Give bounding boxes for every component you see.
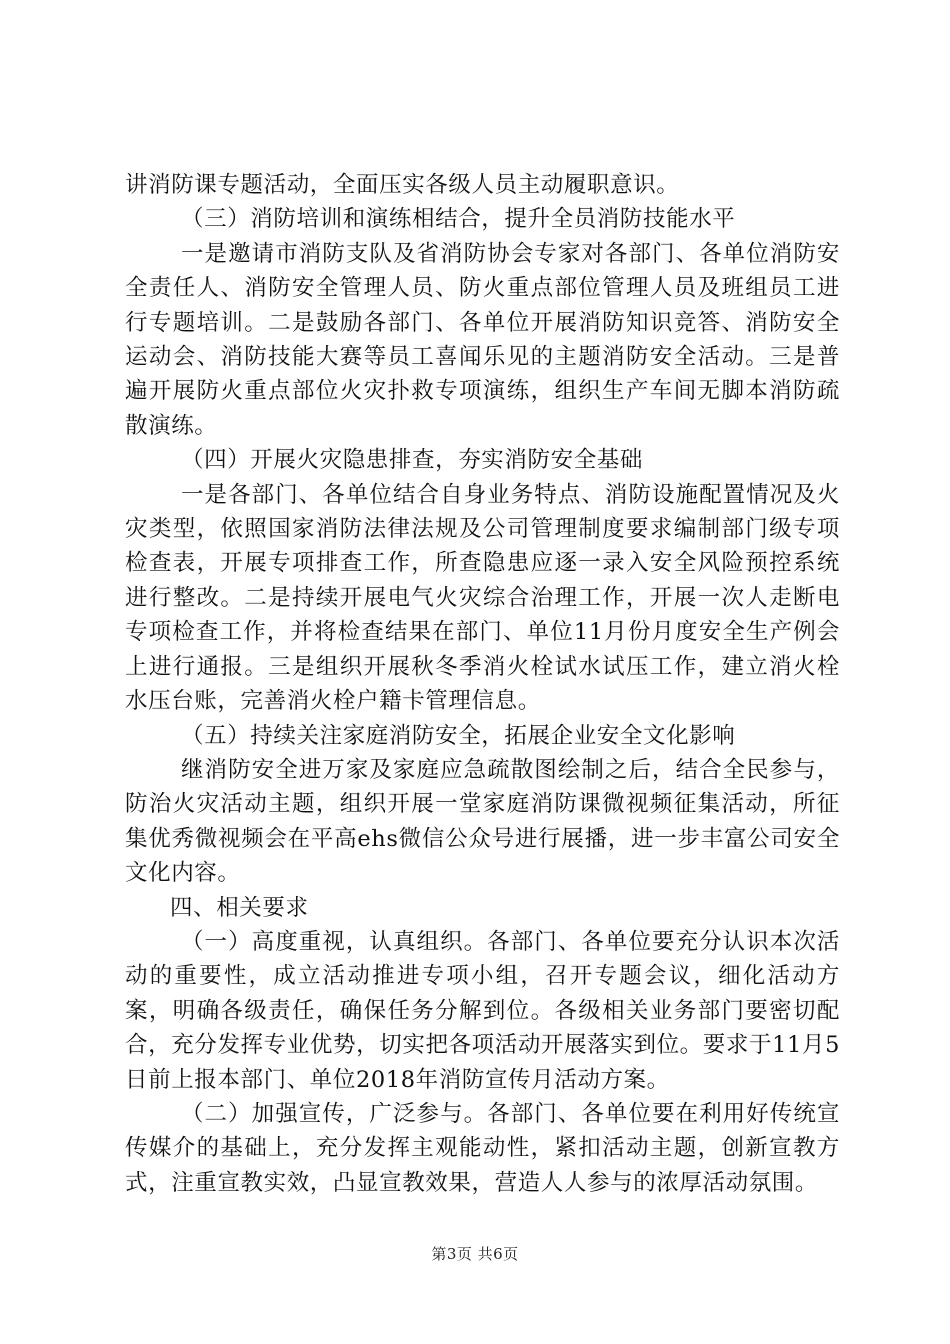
paragraph-requirement-two: （二）加强宣传，广泛参与。各部门、各单位要在利用好传统宣传媒介的基础上，充分发挥主观能动性，紧扣活动主题，创新宣教方式，注重宣教实效，凸显宣教效果，营造人人参与的浓厚活动氛围。 — [125, 1100, 840, 1196]
paragraph-continuation: 讲消防课专题活动，全面压实各级人员主动履职意识。 — [125, 172, 680, 198]
section-heading-five: （五）持续关注家庭消防安全，拓展企业安全文化影响 — [181, 722, 736, 749]
paragraph-hazard-inspection: 一是各部门、各单位结合自身业务特点、消防设施配置情况及火灾类型，依照国家消防法律法规及公司管理制度要求编制部门级专项检查表，开展专项排查工作，所查隐患应逐一录入安全风险预控系统进行整改。二是持续开展电气火灾综合治理工作，开展一次人走断电专项检查工作，并将检查结果在部门、单位11月份月度安全生产例会上进行通报。三是组织开展秋冬季消火栓试水试压工作，建立消火栓水压台账，完善消火栓户籍卡管理信息。 — [125, 481, 840, 715]
paragraph-family-safety: 继消防安全进万家及家庭应急疏散图绘制之后，结合全民参与，防治火灾活动主题，组织开展一堂家庭消防课微视频征集活动，所征集优秀微视频会在平高ehs微信公众号进行展播，进一步丰富公司安全文化内容。 — [125, 756, 840, 887]
chapter-heading-requirements: 四、相关要求 — [170, 894, 309, 921]
page-number-footer: 第3页 共6页 — [431, 1245, 519, 1263]
section-heading-four: （四）开展火灾隐患排查，夯实消防安全基础 — [181, 447, 644, 474]
section-heading-three: （三）消防培训和演练相结合，提升全员消防技能水平 — [181, 206, 736, 233]
paragraph-requirement-one: （一）高度重视，认真组织。各部门、各单位要充分认识本次活动的重要性，成立活动推进专项小组，召开专题会议，细化活动方案，明确各级责任，确保任务分解到位。各级相关业务部门要密切配合，充分发挥专业优势，切实把各项活动开展落实到位。要求于11月5日前上报本部门、单位2018年消防宣传月活动方案。 — [125, 928, 840, 1093]
paragraph-training: 一是邀请市消防支队及省消防协会专家对各部门、各单位消防安全责任人、消防安全管理人员、防火重点部位管理人员及班组员工进行专题培训。二是鼓励各部门、各单位开展消防知识竞答、消防安全运动会、消防技能大赛等员工喜闻乐见的主题消防安全活动。三是普遍开展防火重点部位火灾扑救专项演练，组织生产车间无脚本消防疏散演练。 — [125, 240, 840, 439]
document-body — [125, 168, 840, 1200]
